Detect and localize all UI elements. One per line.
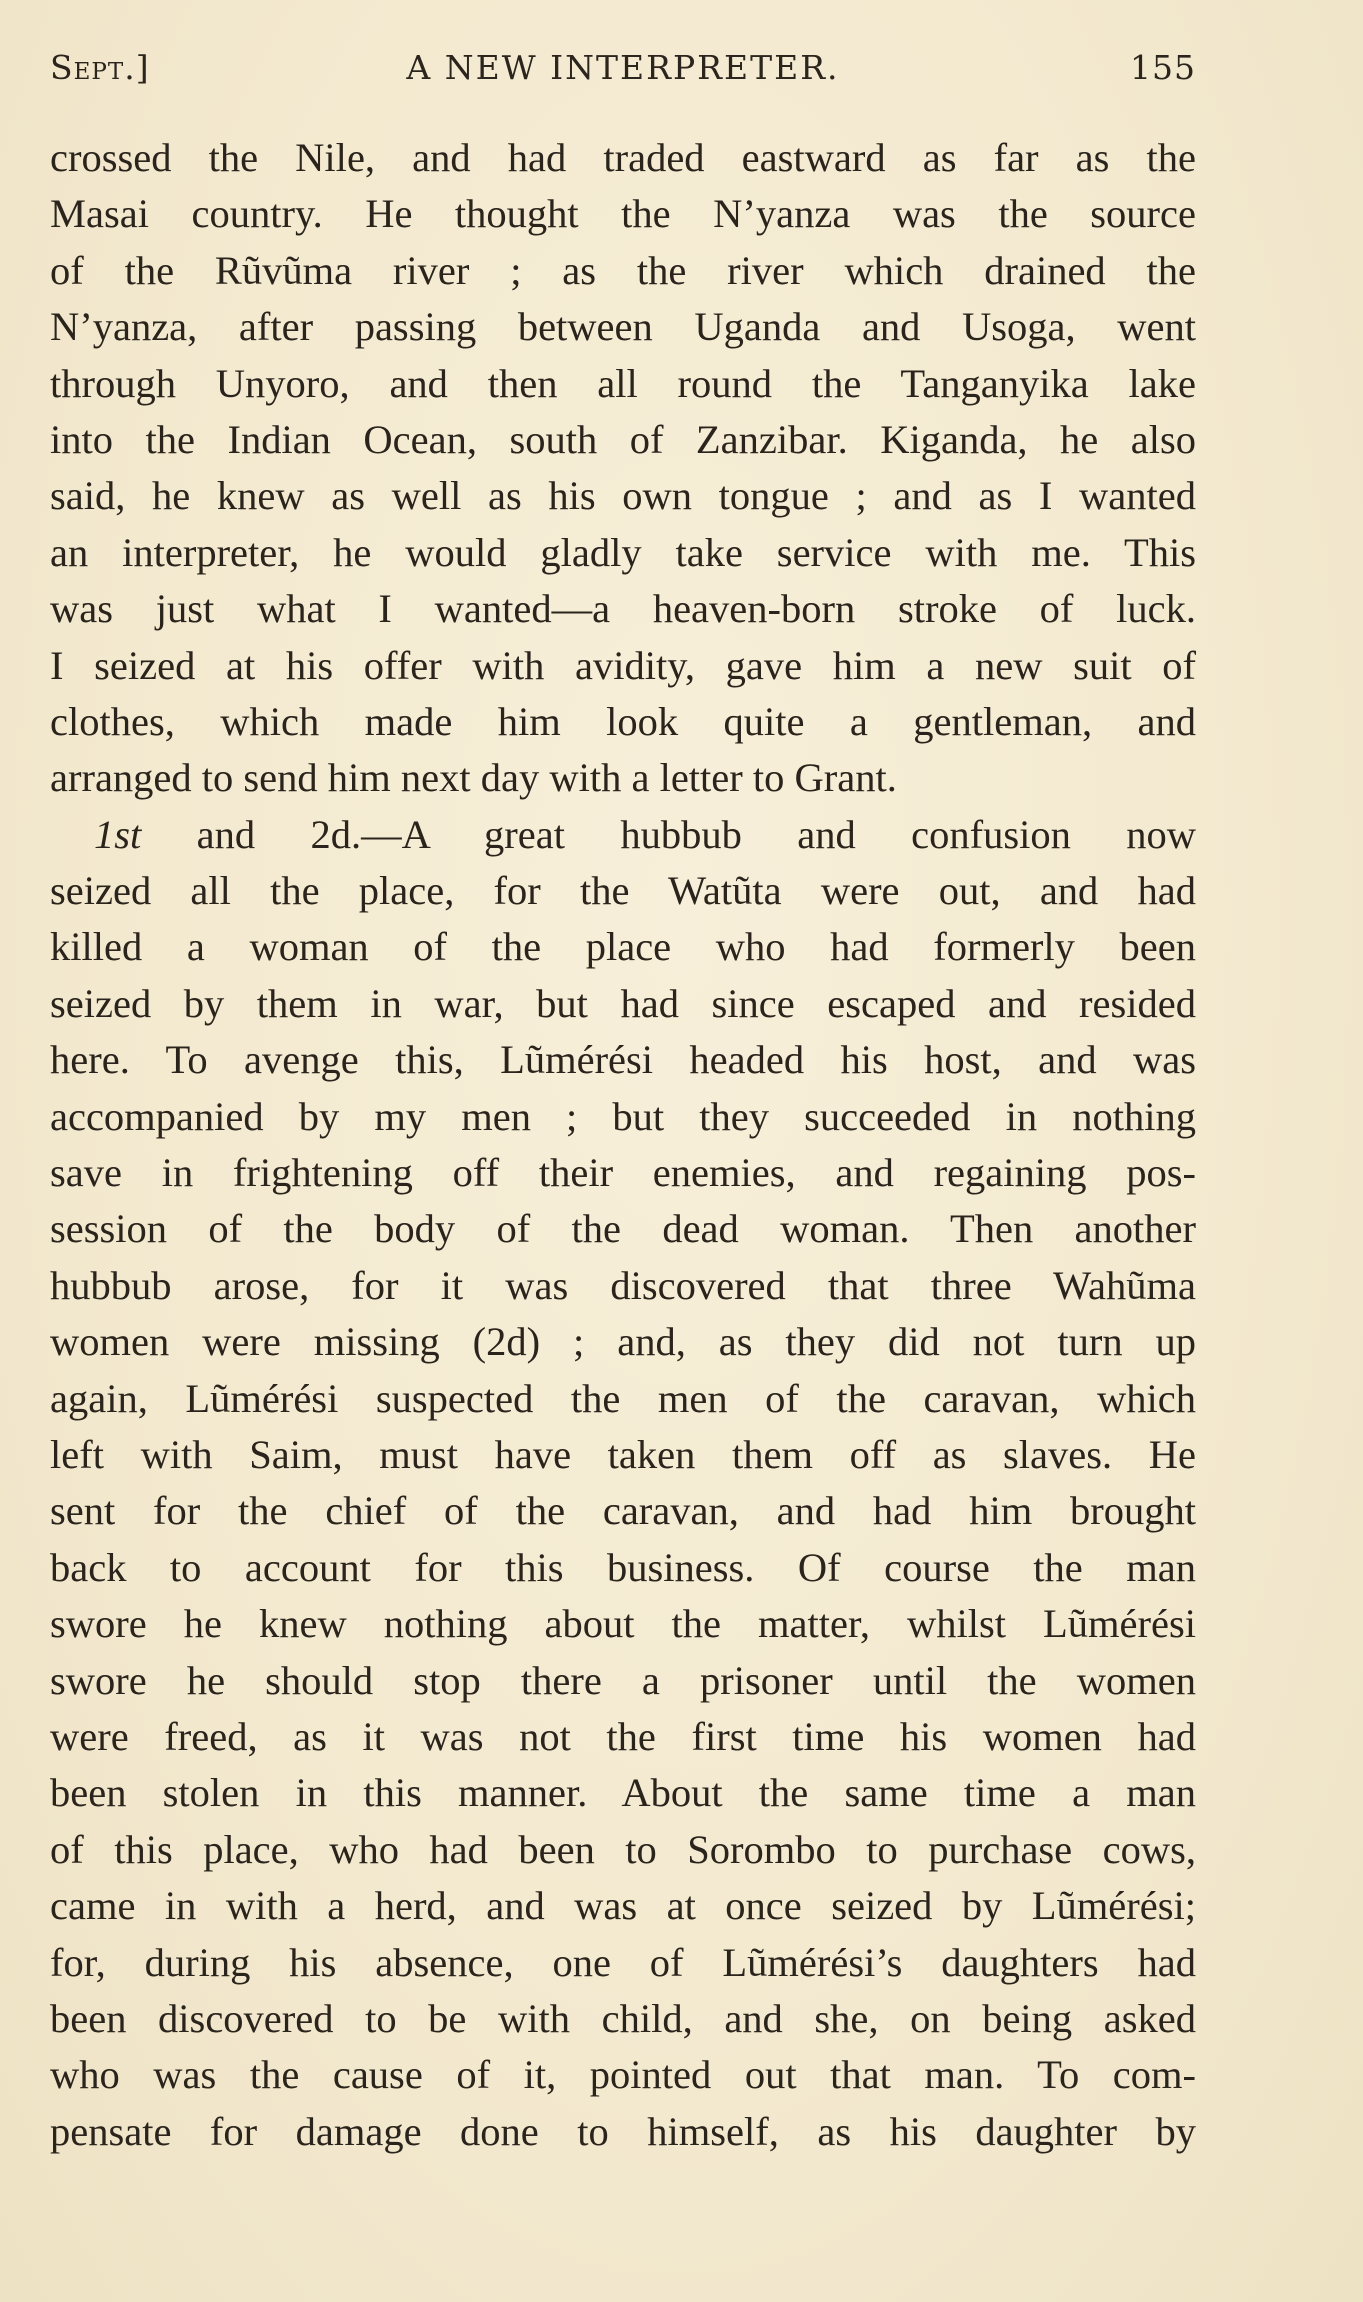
text-line: again, Lũmérési suspected the men of the caravan, which <box>50 1375 1196 1421</box>
text-line: N’yanza, after passing between Uganda and Usoga, went <box>50 304 1196 350</box>
text-line: been discovered to be with child, and she, on being asked <box>50 1995 1196 2041</box>
text-line: crossed the Nile, and had traded eastward as far as the <box>50 135 1196 180</box>
text-line: accompanied by my men ; but they succeeded in nothing <box>50 1093 1196 1139</box>
header-title: A NEW INTERPRETER. <box>406 48 840 87</box>
text-line: of this place, who had been to Sorombo to purchase cows, <box>50 1826 1196 1872</box>
text-line: were freed, as it was not the first time his women had <box>50 1713 1196 1759</box>
text-line: been stolen in this manner. About the same time a man <box>50 1770 1196 1816</box>
text-line: was just what I wanted—a heaven-born stroke of luck. <box>50 586 1196 632</box>
paragraph-last-line: arranged to send him next day with a letter to Grant. <box>50 755 897 801</box>
text-line: back to account for this business. Of course the man <box>50 1544 1196 1590</box>
text-line: said, he knew as well as his own tongue ; and as I wanted <box>50 473 1196 519</box>
text-line: save in frightening off their enemies, and regaining pos- <box>50 1150 1196 1196</box>
text-line: came in with a herd, and was at once seized by Lũmérési; <box>50 1883 1196 1929</box>
text-line: into the Indian Ocean, south of Zanzibar. Kiganda, he also <box>50 416 1196 462</box>
page-number: 155 <box>1130 48 1196 87</box>
text-line: Masai country. He thought the N’yanza was the source <box>50 191 1196 237</box>
text-line: through Unyoro, and then all round the Tanganyika lake <box>50 360 1196 406</box>
text-line: for, during his absence, one of Lũmérési’s daughters had <box>50 1939 1196 1985</box>
text-line: hubbub arose, for it was discovered that three Wahũma <box>50 1262 1196 1308</box>
header-date: Sept.] <box>50 48 150 87</box>
running-header <box>50 48 1196 100</box>
text-line: left with Saim, must have taken them off as slaves. He <box>50 1431 1196 1477</box>
text-line-rest: and 2d.—A great hubbub and confusion now <box>196 811 1196 857</box>
text-line: killed a woman of the place who had formerly been <box>50 924 1196 970</box>
text-line: who was the cause of it, pointed out that man. To com- <box>50 2052 1196 2098</box>
page-body-text <box>50 130 1196 2160</box>
text-line: swore he knew nothing about the matter, whilst Lũmérési <box>50 1601 1196 1647</box>
text-line: an interpreter, he would gladly take service with me. This <box>50 529 1196 575</box>
text-line: seized all the place, for the Watũta were out, and had <box>50 868 1196 914</box>
text-line: sent for the chief of the caravan, and had him brought <box>50 1488 1196 1534</box>
text-line: seized by them in war, but had since escaped and resided <box>50 980 1196 1026</box>
text-line: session of the body of the dead woman. Then another <box>50 1206 1196 1252</box>
text-line: women were missing (2d) ; and, as they did not turn up <box>50 1319 1196 1365</box>
paragraph-first-line <box>50 807 1196 863</box>
text-line: pensate for damage done to himself, as his daughter by <box>50 2108 1196 2154</box>
date-marker: 1st <box>94 811 142 857</box>
text-line: clothes, which made him look quite a gentleman, and <box>50 698 1196 744</box>
text-line: here. To avenge this, Lũmérési headed his host, and was <box>50 1037 1196 1083</box>
text-line: swore he should stop there a prisoner until the women <box>50 1657 1196 1703</box>
text-line: I seized at his offer with avidity, gave him a new suit of <box>50 642 1196 688</box>
text-line: of the Rũvũma river ; as the river which drained the <box>50 247 1196 293</box>
